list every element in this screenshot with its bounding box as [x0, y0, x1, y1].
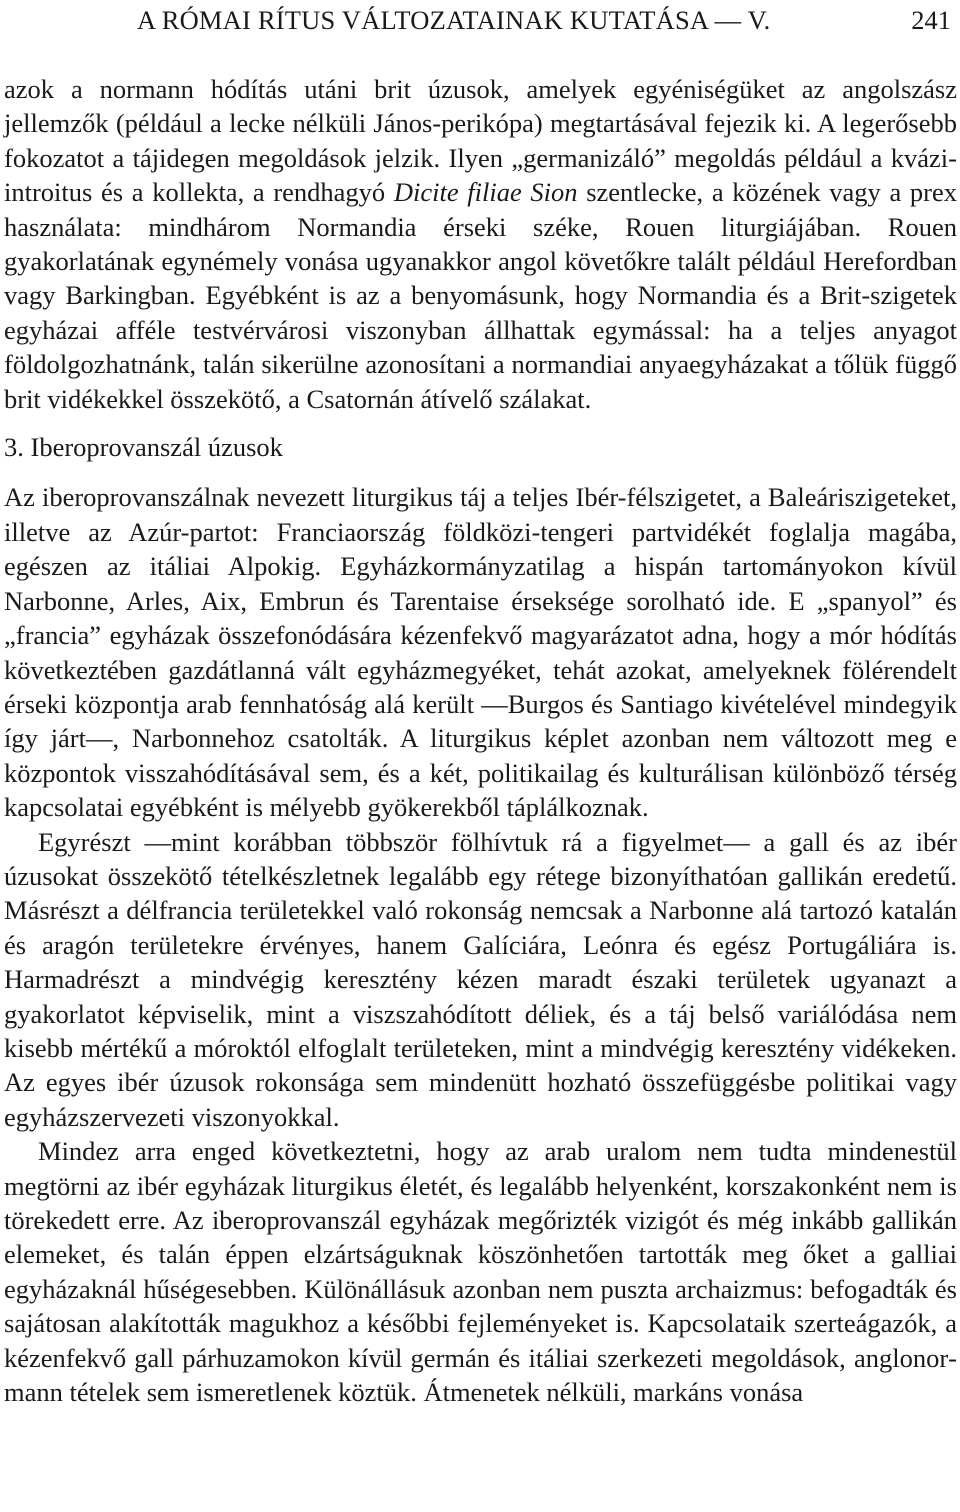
paragraph: Az iberoprovanszálnak nevezett liturgikus táj a teljes Ibér-félszigetet, a Baleáriszigeteket, illetve az Azúr-partot: Franciaország földközi-tengeri partvidékét foglalja magába, egészen az itáliai Alpokig. Egyházkormányzatilag a hispán tartományokon kívül Narbonne, Arles, Aix, Embrun és Tarentaise érseksége sorolható ide. E „spanyol” és „francia” egyházak összefonódására kézenfekvő magyarázatot adna, hogy a mór hódítás következtében gazdátlanná vált egyházmegyéket, tehát azokat, amelyeknek fölérendelt érseki központja arab fennhatóság alá került —Burgos és Santiago kivételével mindegyik így járt—, Narbonnehoz csatolták. A liturgikus képlet azonban nem változott meg e központok visszahódításával sem, és a két, politikailag és kulturálisan különböző térség kapcsolatai egyébként is mélyebb gyökerekből táplálkoznak. [4, 482, 957, 823]
running-head-title: A RÓMAI RÍTUS VÁLTOZATAINAK KUTATÁSA — V. [137, 5, 771, 35]
paragraph: Egyrészt —mint korábban többször fölhívtuk rá a figyelmet— a gall és az ibér úzusokat összekötő tételkészletnek legalább egy rétege bizonyíthatóan gallikán eredetű. Másrészt a délfrancia területekkel való rokonság nemcsak a Narbonne alá tartozó katalán és aragón területekre érvényes, hanem Galíciára, Leónra és egész Portugáliára is. Harmadrészt a mindvégig keresztény kézen maradt északi területek ugyanazt a gyakorlatot képviselik, mint a viszszahódított déliek, és a táj belső variálódása nem kisebb mértékű a móroktól elfoglalt területeken, mint a mindvégig keresztény vidékeken. Az egyes ibér úzusok rokonsága sem mindenütt hozható összefüggésbe politikai vagy egyházszervezeti viszonyokkal. [4, 826, 957, 1132]
paragraph-text: szentlecke, a közének vagy a prex használata: mindhárom Normandia érseki széke, Rouen liturgiájában. Rouen gyakorlatának egynémely vonása ugyanakkor angol követőkre talált például Herefordban vagy Barkingban. Egyébként is az a benyomásunk, hogy Normandia és a Brit-szigetek egyházai afféle testvérvárosi viszonyban állhattak egymással: ha a teljes anyagot földolgozhatnánk, talán sikerülne azonosítani a normandiai anyaegyházakat a tőlük függő brit vidékekkel összekötő, a Csatornán átívelő szálakat. [4, 177, 957, 414]
section-heading: 3. Iberoprovanszál úzusok [4, 432, 283, 463]
body-text [4, 72, 957, 1409]
paragraph: Mindez arra enged következtetni, hogy az arab uralom nem tudta mindenestül megtörni az ibér egyházak liturgikus életét, és legalább helyenként, korszakonként nem is törekedett erre. Az iberoprovanszál egyházak megőrizték vizigót és még inkább gallikán elemeket, és talán éppen elzártságuknak köszönhetően tartották meg őket a galliai egyházaknál hűségesebben. Különállásuk azonban nem puszta archaizmus: befogadták és sajátosan alakították magukhoz a későbbi fejleményeket is. Kapcsolataik szerteágazók, a kézenfekvő gall párhuzamokon kívül germán és itáliai szerkezeti megoldások, anglonormann tételek sem ismeretlenek köztük. Átmenetek nélküli, markáns vonása [4, 1136, 957, 1408]
paragraph-continued [4, 72, 957, 416]
italic-latin-incipit: Dicite filiae Sion [393, 177, 578, 208]
running-head [4, 0, 957, 44]
paragraph-text: azok a normann hódítás utáni brit úzusok, amelyek egyéniségüket az angolszász jellemzők (például a lecke nélküli János-perikópa) megtartásával fejezik ki. A legerősebb fokozatot a tájidegen megoldások jelzik. Ilyen „germanizáló” megoldás például a kvázi-introitus és a kollekta, a rendhagyó [4, 74, 957, 208]
page-number: 241 [911, 5, 951, 35]
